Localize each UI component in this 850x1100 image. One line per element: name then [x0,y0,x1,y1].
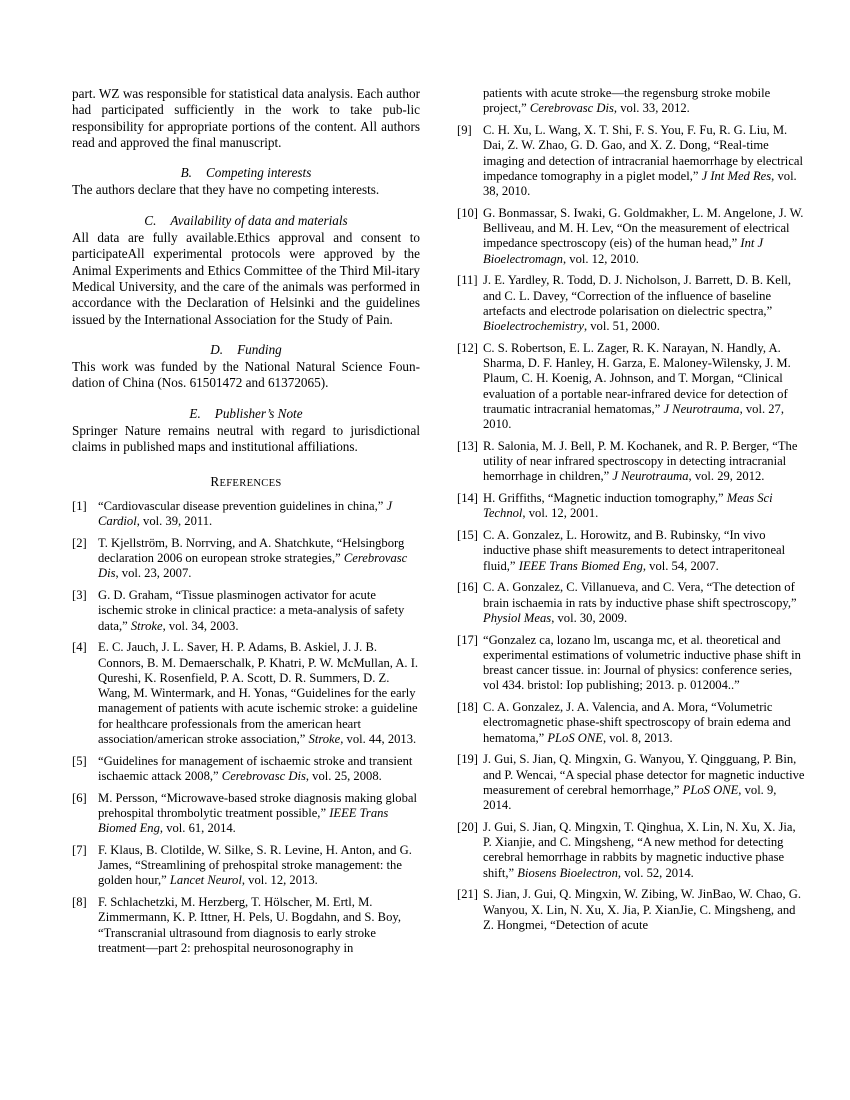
reference-text-run: C. A. Gonzalez, J. A. Valencia, and A. Mora, “Volumetric electromagnetic phase-shift spectroscopy of brain edema and hematoma,” [483,700,791,745]
reference-number: [8] [72,895,87,910]
reference-body [483,633,805,694]
reference-number: [11] [457,273,478,288]
journal-name: PLoS ONE [547,730,603,745]
journal-name: Int J Bioelectromagn [483,236,764,266]
reference-text-run: , vol. 52, 2014. [617,865,694,880]
reference-text-run: , vol. 8, 2013. [602,730,673,745]
reference-number: [15] [457,528,478,542]
reference-text-run: , vol. 25, 2008. [305,768,382,783]
section-heading [72,406,420,422]
reference-continuation [457,86,805,117]
section-body: The authors declare that they have no competing interests. [72,182,380,198]
journal-name: Bioelectrochemistry [483,319,584,333]
reference-number: [21] [457,887,478,902]
reference-text-run: G. D. Graham, “Tissue plasminogen activator for acute ischemic stroke in clinical practice: a meta-analysis of safety data,” [98,588,405,633]
reference-body [98,588,420,634]
journal-name: Meas Sci Technol [483,491,773,521]
reference-text-run: J. Gui, S. Jian, Q. Mingxin, T. Qinghua, X. Lin, N. Xu, X. Jia, P. Xianjie, and C. Mingsheng, “A new method for detecting cerebral hemorrhage in rabbits by magnetic inductive phase shift,” [483,819,796,880]
reference-number: [18] [457,700,478,714]
reference-text-run: , vol. 12, 2013. [241,873,318,888]
reference-list-left [72,499,420,956]
reference-item [457,206,805,267]
reference-item [457,700,805,746]
reference-text-run: F. Schlachetzki, M. Herzberg, T. Hölscher, M. Ertl, M. Zimmermann, K. P. Ittner, H. Pels, U. Bogdahn, and S. Boy, “Transcranial ultrasound from diagnosis to early stroke treatment—part 2: prehospital neurosonography in [98,895,402,955]
reference-item [72,536,420,582]
journal-name: Biosens Bioelectron [517,865,618,880]
reference-text-run: , vol. 27, 2010. [483,401,785,431]
reference-number: [14] [457,491,478,505]
reference-text-run: “Guidelines for management of ischaemic stroke and transient ischaemic attack 2008,” [98,753,413,783]
reference-body [98,499,420,530]
reference-item [72,843,420,889]
section-funding [72,342,420,392]
reference-body [483,752,805,813]
reference-text-run: M. Persson, “Microwave-based stroke diagnosis making global prehospital thrombolytic treatment possible,” [98,790,417,820]
reference-number: [12] [457,340,478,355]
reference-text-run: J. Gui, S. Jian, Q. Mingxin, G. Wanyou, Y. Qingguang, P. Bin, and P. Wencai, “A special phase detector for magnetic inductive measurement of cerebral hemorrhage,” [483,752,805,797]
section-availability-of-data [72,213,420,328]
section-title: Competing interests [205,165,312,181]
reference-number: [4] [72,640,87,655]
reference-body [98,754,420,785]
reference-item [457,341,805,433]
reference-body [98,791,420,837]
reference-item [457,820,805,881]
reference-text-run: , vol. 33, 2012. [613,101,690,116]
reference-text-run: C. S. Robertson, E. L. Zager, R. K. Narayan, N. Handly, A. Sharma, D. F. Hanley, H. Garza, E. Maloney-Wilensky, J. M. Plaum, C. H. Koenig, A. Johnson, and T. Morgan, “Clinical evaluation of a portable near-infrared device for detection of traumatic intracranial hematomas,” [483,340,791,416]
reference-list-right [457,123,805,933]
reference-text-run: , vol. 44, 2013. [340,731,417,746]
journal-name: J Cardiol [98,498,393,529]
reference-text-run: , vol. 12, 2010. [562,251,639,266]
reference-item [72,588,420,634]
reference-text-run: , vol. 39, 2011. [136,514,213,529]
reference-text-run: J. E. Yardley, R. Todd, D. J. Nicholson, J. Barrett, D. B. Kell, and C. L. Davey, “Correction of the influence of baseline artefacts and electrode polarisation on dielectric spectra,” [483,273,792,318]
reference-body [483,887,805,933]
section-heading [72,165,420,181]
reference-text-run: E. C. Jauch, J. L. Saver, H. P. Adams, B. Askiel, J. J. B. Connors, B. M. Demaerschalk, P. Khatri, P. W. McMullan, A. I. Qureshi, K. Rosenfield, P. A. Scott, D. R. Summers, D. Z. Wang, M. Wintermark, and H. Yonas, “Guidelines for the early management of patients with acute ischemic stroke: a guideline for healthcare professionals from the american heart association/american stroke association,” [98,640,419,746]
reference-number: [9] [457,123,472,137]
reference-text-run: , vol. 9, 2014. [483,782,777,812]
journal-name: J Int Med Res [701,168,772,183]
reference-text-run: R. Salonia, M. J. Bell, P. M. Kochanek, and R. P. Berger, “The utility of near infrared spectroscopy in detecting intracranial hemorrhage in children,” [483,438,798,484]
section-body: All data are fully available.Ethics approval and consent to participateAll experimental protocols were approved by the Animal Experiments and Ethics Committee of the Third Mil-itary Medical University, and the care of the animals was performed in accordance with the Declaration of Helsinki and the guidelines issued by the International Association for the Study of Pain. [72,230,420,327]
journal-name: J Neurotrauma [663,401,740,416]
section-title: Publisher’s Note [214,405,303,421]
reference-item [72,895,420,956]
reference-number: [1] [72,498,87,513]
reference-text-run: , vol. 61, 2014. [159,821,236,836]
reference-number: [13] [457,438,478,453]
reference-body [483,528,805,574]
reference-number: [17] [457,632,478,647]
journal-name: Stroke [308,731,341,746]
reference-text-run: , vol. 54, 2007. [642,558,719,573]
section-heading [72,213,420,229]
section-heading [72,342,420,358]
left-column [72,86,420,956]
two-column-layout [72,86,805,1014]
journal-name: IEEE Trans Biomed Eng [98,805,389,836]
journal-name: IEEE Trans Biomed Eng [518,558,643,573]
reference-text-run: , vol. 38, 2010. [483,168,797,198]
reference-item [457,633,805,694]
section-body: Springer Nature remains neutral with regard to jurisdictional claims in published maps and institutional affiliations. [72,423,420,455]
reference-item [457,752,805,813]
reference-body [483,341,805,433]
right-column [457,86,805,933]
reference-text-run: S. Jian, J. Gui, Q. Mingxin, W. Zibing, W. JinBao, W. Chao, G. Wanyou, X. Lin, N. Xu, X. Jia, P. XianJie, C. Mingsheng, and Z. Hongmei, “Detection of acute [483,887,802,932]
reference-item [457,528,805,574]
section-body: This work was funded by the National Natural Science Foun-dation of China (Nos. 61501472 and 61372065). [72,359,420,391]
journal-name: Lancet Neurol [169,873,242,888]
reference-body [483,439,805,485]
journal-name: Stroke [130,618,163,633]
reference-text-run: “Cardiovascular disease prevention guidelines in china,” [98,498,387,513]
reference-text-run: , vol. 23, 2007. [115,566,192,581]
journal-name: Cerebrovasc Dis [529,101,614,116]
reference-item [457,123,805,199]
reference-text-run: , vol. 29, 2012. [688,469,765,484]
reference-body [483,273,805,334]
reference-body [483,700,805,746]
section-title: Funding [237,341,282,357]
section-letter: C. [144,212,157,228]
reference-text-run: T. Kjellström, B. Norrving, and A. Shatchkute, “Helsingborg declaration 2006 on european stroke strategies,” [98,535,405,566]
reference-body [483,491,805,522]
reference-number: [6] [72,790,87,805]
references-heading [72,474,420,492]
reference-text-run: “Gonzalez ca, lozano lm, uscanga mc, et al. theoretical and experimental estimations of volumetric inductive phase shift in breast cancer tissue. in: Journal of physics: conference series, vol 434. bristol: Iop publishing; 2013. p. 012004..” [483,632,801,693]
reference-body [98,640,420,747]
reference-text-run: , vol. 12, 2001. [522,506,599,521]
reference-body [98,895,420,956]
section-title: Availability of data and materials [170,212,348,228]
reference-number: [10] [457,205,478,220]
references-heading-first-letter: R [210,473,220,489]
reference-text-run: F. Klaus, B. Clotilde, W. Silke, S. R. Levine, H. Anton, and G. James, “Streamlining of prehospital stroke management: the golden hour,” [98,842,412,888]
reference-number: [19] [457,752,478,767]
reference-body [483,206,805,267]
section-publishers-note [72,406,420,456]
reference-number: [20] [457,819,478,834]
reference-item [457,887,805,933]
reference-text-run: , vol. 30, 2009. [551,610,628,625]
reference-text-run: H. Griffiths, “Magnetic induction tomography,” [483,491,727,505]
journal-name: Physiol Meas [483,610,552,625]
journal-name: Cerebrovasc Dis [98,551,408,581]
opening-paragraph: part. WZ was responsible for statistical data analysis. Each author had participated sufficiently in the work to take pub-lic responsibility for appropriate portions of the content. All authors read and approved the final manuscript. [72,86,420,150]
section-letter: E. [189,405,201,421]
reference-item [72,499,420,530]
section-letter: B. [180,165,192,181]
journal-name: J Neurotrauma [612,469,689,484]
reference-item [72,791,420,837]
reference-text-run: C. H. Xu, L. Wang, X. T. Shi, F. S. You, F. Fu, R. G. Liu, M. Dai, Z. W. Zhao, G. D. Gao, and X. Z. Dong, “Real-time imaging and detection of intracranial haemorrhage by electrical impedance tomography in a piglet model,” [483,123,803,183]
reference-item [72,754,420,785]
reference-body [98,843,420,889]
reference-text-run: patients with acute stroke—the regensburg stroke mobile project,” [483,86,771,116]
reference-number: [2] [72,535,87,550]
reference-number: [16] [457,580,478,595]
reference-item [457,439,805,485]
reference-text-run: , vol. 34, 2003. [162,618,239,633]
reference-text-run: C. A. Gonzalez, L. Horowitz, and B. Rubinsky, “In vivo inductive phase shift measurements to detect intraperitoneal fluid,” [483,528,786,573]
reference-number: [5] [72,753,87,768]
reference-body [483,580,805,626]
section-letter: D. [210,341,224,357]
references-heading-rest: EFERENCES [219,477,282,489]
section-competing-interests [72,165,420,199]
reference-body [98,536,420,582]
reference-item [457,580,805,626]
reference-number: [7] [72,842,87,857]
reference-item [72,640,420,747]
reference-text-run: C. A. Gonzalez, C. Villanueva, and C. Vera, “The detection of brain ischaemia in rats by inductive phase shift spectroscopy,” [483,580,797,610]
reference-item [457,491,805,522]
journal-name: Cerebrovasc Dis [221,768,306,783]
reference-body [483,123,805,199]
reference-body [483,820,805,881]
reference-number: [3] [72,588,87,603]
reference-item [457,273,805,334]
journal-name: PLoS ONE [682,782,739,797]
reference-text-run: , vol. 51, 2000. [583,319,660,333]
reference-text-run: G. Bonmassar, S. Iwaki, G. Goldmakher, L. M. Angelone, J. W. Belliveau, and M. H. Lev, “On the measurement of electrical impedance spectroscopy (eis) of the human head,” [483,205,804,251]
